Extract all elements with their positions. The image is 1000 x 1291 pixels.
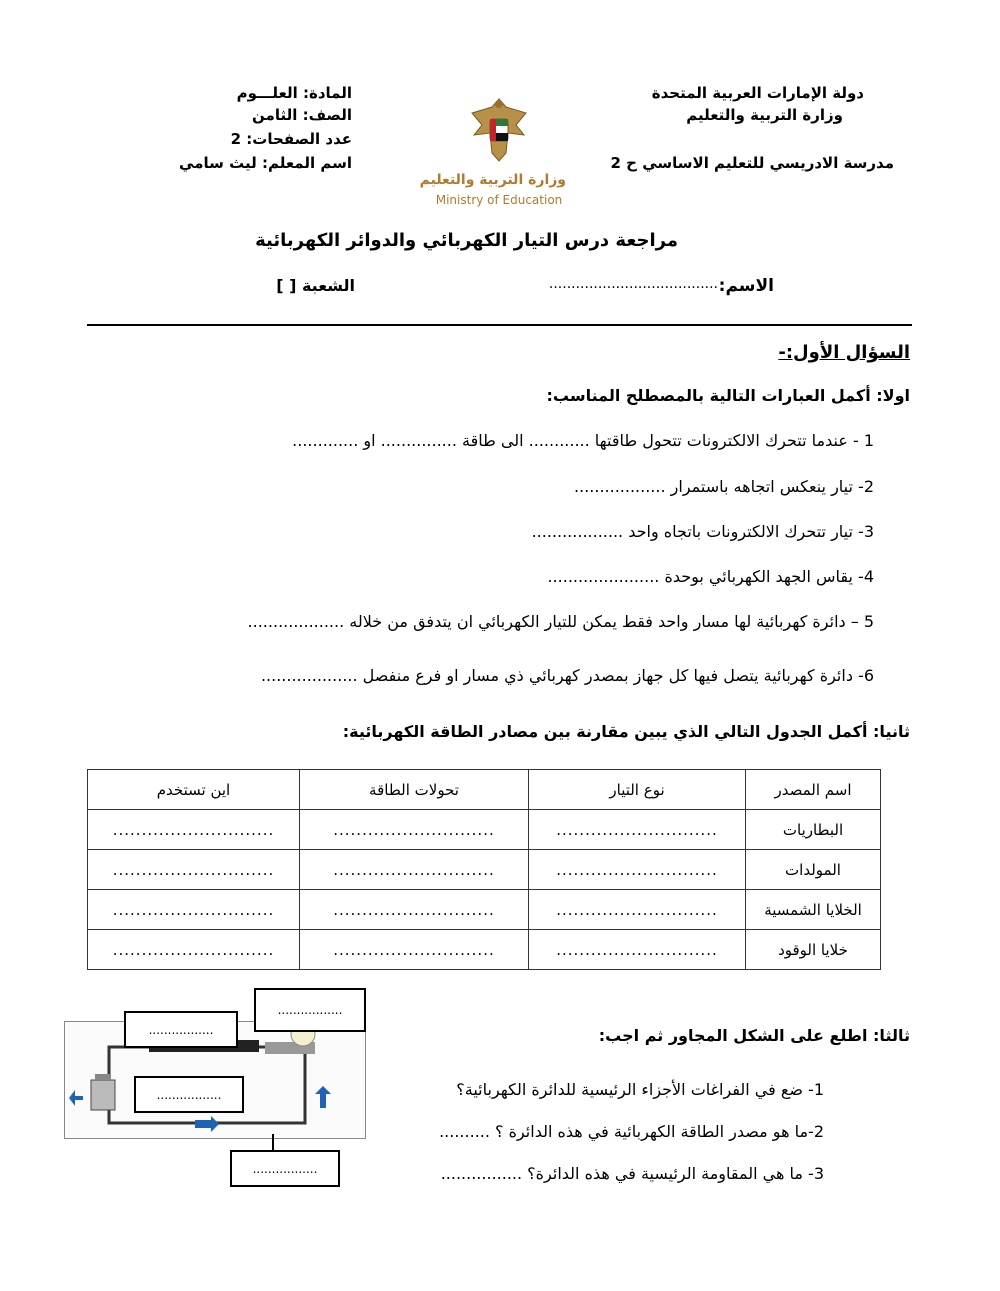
logo-english-text: Ministry of Education xyxy=(435,193,563,207)
table-header-row xyxy=(88,770,881,810)
section-field[interactable]: الشعبة [ ] xyxy=(276,276,355,295)
blank-cell[interactable]: ............................ xyxy=(300,930,529,970)
blank-cell[interactable]: ............................ xyxy=(529,930,746,970)
source-name: خلايا الوقود xyxy=(746,930,881,970)
table-row xyxy=(88,930,881,970)
school-name: مدرسة الادريسي للتعليم الاساسي ح 2 xyxy=(610,154,894,172)
part-one-title: اولا: أكمل العبارات التالية بالمصطلح المناسب: xyxy=(546,386,910,405)
blank-cell[interactable]: ............................ xyxy=(88,890,300,930)
table-header: تحولات الطاقة xyxy=(300,770,529,810)
table-row xyxy=(88,890,881,930)
question-one-heading: السؤال الأول:- xyxy=(778,342,910,363)
blank-cell[interactable]: ............................ xyxy=(529,850,746,890)
diagram-question-1[interactable]: 1- ضع في الفراغات الأجزاء الرئيسية للدائرة الكهربائية؟ xyxy=(456,1080,824,1099)
label-blank-battery[interactable] xyxy=(134,1076,244,1113)
blank-cell[interactable]: ............................ xyxy=(88,850,300,890)
comparison-table xyxy=(87,769,881,970)
page-count-label: عدد الصفحات: 2 xyxy=(230,130,352,148)
table-header: اين تستخدم xyxy=(88,770,300,810)
header-divider xyxy=(87,324,912,326)
label-blank-bulb[interactable] xyxy=(254,988,366,1032)
fill-item-4[interactable]: 4- يقاس الجهد الكهربائي بوحدة ...................... xyxy=(547,567,874,586)
blank-cell[interactable]: ............................ xyxy=(300,890,529,930)
emblem-logo xyxy=(466,95,532,165)
label-blank-switch[interactable] xyxy=(124,1011,238,1048)
table-header: نوع التيار xyxy=(529,770,746,810)
subject-label: المادة: العلـــوم xyxy=(236,84,352,102)
part-three-title: ثالثا: اطلع على الشكل المجاور ثم اجب: xyxy=(598,1026,910,1045)
fill-item-5[interactable]: 5 – دائرة كهربائية لها مسار واحد فقط يمكن للتيار الكهربائي ان يتدفق من خلاله ................... xyxy=(247,612,874,631)
table-row xyxy=(88,810,881,850)
blank-cell[interactable]: ............................ xyxy=(529,810,746,850)
worksheet-title: مراجعة درس التيار الكهربائي والدوائر الكهربائية xyxy=(255,230,678,251)
blank-text: ................. xyxy=(252,1161,318,1176)
fill-item-3[interactable]: 3- تيار تتحرك الالكترونات باتجاه واحد .................. xyxy=(531,522,874,541)
diagram-question-3[interactable]: 3- ما هي المقاومة الرئيسية في هذه الدائرة؟ ................ xyxy=(440,1164,824,1183)
part-two-title: ثانيا: أكمل الجدول التالي الذي يبين مقارنة بين مصادر الطاقة الكهربائية: xyxy=(342,722,910,741)
source-name: البطاريات xyxy=(746,810,881,850)
source-name: الخلايا الشمسية xyxy=(746,890,881,930)
blank-cell[interactable]: ............................ xyxy=(300,810,529,850)
table-row xyxy=(88,850,881,890)
logo-arabic-text: وزارة التربية والتعليم xyxy=(419,172,566,188)
fill-item-6[interactable]: 6- دائرة كهربائية يتصل فيها كل جهاز بمصدر كهربائي ذي مسار او فرع منفصل ................... xyxy=(260,666,874,685)
name-label: الاسم: xyxy=(718,276,774,296)
country-name: دولة الإمارات العربية المتحدة xyxy=(651,84,864,102)
blank-text: ................. xyxy=(277,1003,343,1017)
grade-label: الصف: الثامن xyxy=(252,106,352,124)
label-blank-wire[interactable] xyxy=(230,1150,340,1187)
blank-cell[interactable]: ............................ xyxy=(88,930,300,970)
blank-cell[interactable]: ............................ xyxy=(88,810,300,850)
diagram-question-2[interactable]: 2-ما هو مصدر الطاقة الكهربائية في هذه الدائرة ؟ .......... xyxy=(439,1122,824,1141)
fill-item-1[interactable]: 1 - عندما تتحرك الالكترونات تتحول طاقتها ............ الى طاقة ............... او ............. xyxy=(292,431,874,450)
ministry-name: وزارة التربية والتعليم xyxy=(686,106,843,124)
blank-cell[interactable]: ............................ xyxy=(300,850,529,890)
source-name: المولدات xyxy=(746,850,881,890)
teacher-label: اسم المعلم: ليث سامي xyxy=(179,154,352,172)
fill-item-2[interactable]: 2- تيار ينعكس اتجاهه باستمرار .................. xyxy=(574,477,874,496)
name-field[interactable]: ...................................... xyxy=(548,276,718,292)
blank-cell[interactable]: ............................ xyxy=(529,890,746,930)
table-header: اسم المصدر xyxy=(746,770,881,810)
blank-text: ................. xyxy=(156,1087,222,1102)
blank-text: ................. xyxy=(148,1022,214,1037)
